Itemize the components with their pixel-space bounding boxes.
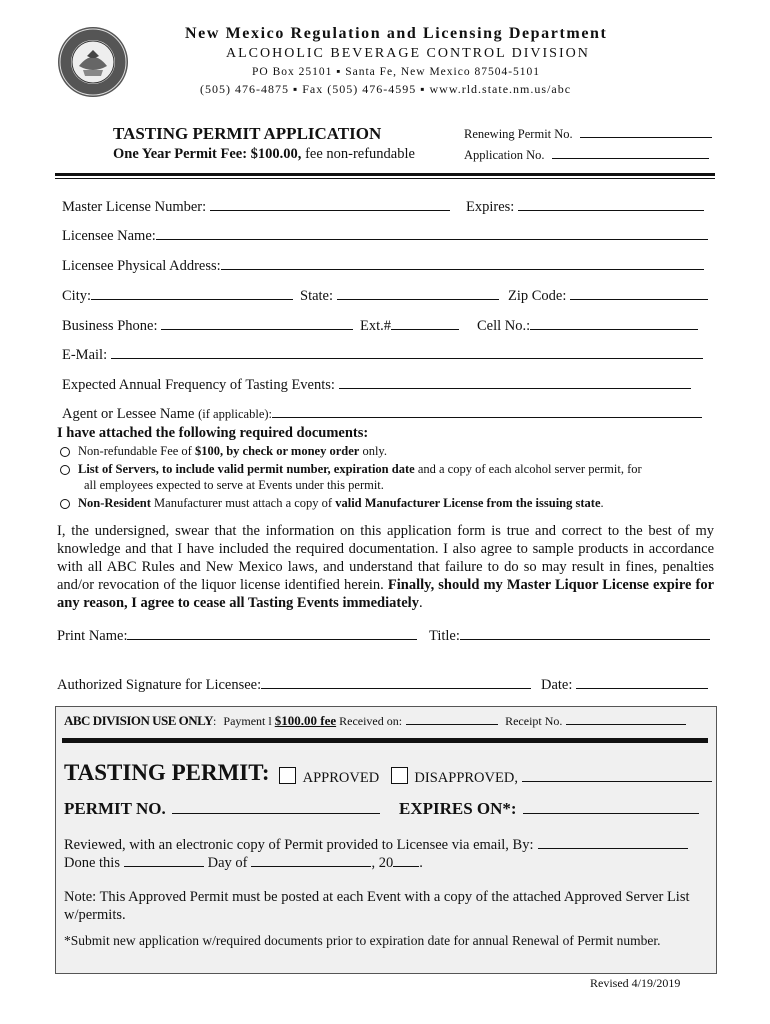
bullet-text: only.: [359, 444, 387, 458]
expires-on-label: EXPIRES ON*:: [399, 799, 517, 818]
done-this-field[interactable]: Done this Day of , 20 .: [64, 855, 423, 871]
zip-label: Zip Code:: [508, 288, 567, 304]
bullet-circle-icon: [60, 499, 70, 509]
office-use-label: ABC DIVISION USE ONLY: [64, 713, 214, 728]
approval-options: [279, 767, 712, 787]
title-label: Title:: [429, 628, 460, 644]
state-label: State:: [300, 288, 334, 304]
expires-label: Expires:: [466, 199, 515, 215]
office-divider: [62, 738, 708, 743]
date-label: Date:: [541, 677, 573, 693]
attestation-bold-text: Finally, should my Master Liquor License expire for any reason, I agree to cease all Tasting Events immediately: [57, 577, 715, 611]
physical-address-label: Licensee Physical Address:: [62, 258, 221, 274]
bullet-circle-icon: [60, 447, 70, 457]
agent-field[interactable]: [62, 406, 702, 423]
required-item-manufacturer: [60, 496, 604, 511]
date-field[interactable]: [541, 677, 708, 694]
fee-amount: One Year Permit Fee: $100.00,: [113, 146, 302, 162]
ext-field[interactable]: [360, 318, 459, 335]
attestation-statement: I, the undersigned, swear that the information on this application form is true and correct to the best of my knowledge and that I have included the required documentation. I also agree to sample products in accordance with all ABC Rules and New Mexico laws, and understand that failure to do so may result in fines, penalties and/or revocation of the liquor license identified herein. Finally, should my Master Liquor License expire for any reason, I agree to cease all Tasting Events immediately.: [57, 523, 715, 611]
cell-field[interactable]: [477, 318, 698, 335]
signature-label: Authorized Signature for Licensee:: [57, 677, 262, 693]
division-address: PO Box 25101 ▪ Santa Fe, New Mexico 87504-5101: [252, 66, 541, 78]
bullet-text-bold: $100, by check or money order: [194, 444, 360, 458]
renewal-note: *Submit new application w/required documents prior to expiration date for annual Renewal of Permit number.: [64, 933, 661, 948]
licensee-name-field[interactable]: [62, 228, 708, 245]
posting-note: Note: This Approved Permit must be posted at each Event with a copy of the attached Approved Server List w/permits.: [64, 889, 690, 923]
email-label: E-Mail:: [62, 347, 108, 363]
bullet-circle-icon: [60, 465, 70, 475]
application-no-field[interactable]: [464, 148, 709, 163]
fee-note: fee non-refundable: [301, 146, 415, 162]
bullet-text: Non-refundable Fee of: [78, 444, 195, 458]
state-seal-logo: [57, 26, 129, 98]
bullet-text: .: [600, 496, 604, 510]
required-item-fee: [60, 444, 387, 459]
bullet-text-bold: Non-Resident: [78, 496, 151, 510]
print-name-label: Print Name:: [57, 628, 128, 644]
permit-no-label: PERMIT NO.: [64, 799, 166, 818]
approved-label: APPROVED: [302, 770, 380, 786]
expires-on-field[interactable]: [399, 799, 699, 819]
required-item-servers-cont: [84, 478, 384, 493]
business-phone-field[interactable]: [62, 318, 353, 335]
bullet-text: and a copy of each alcohol server permit, for: [414, 462, 642, 476]
tasting-permit-heading: TASTING PERMIT:: [64, 760, 270, 785]
city-field[interactable]: [62, 288, 293, 305]
licensee-name-label: Licensee Name:: [62, 228, 156, 244]
zip-field[interactable]: [508, 288, 708, 305]
frequency-label: Expected Annual Frequency of Tasting Events:: [62, 377, 335, 393]
permit-no-field[interactable]: [64, 799, 380, 819]
signature-field[interactable]: [57, 677, 531, 694]
business-phone-label: Business Phone:: [62, 318, 158, 334]
state-field[interactable]: [300, 288, 499, 305]
email-field[interactable]: [62, 347, 703, 364]
permit-fee: [113, 146, 415, 163]
day-of-label: Day of: [207, 855, 248, 871]
received-on-label: Received on:: [339, 714, 403, 728]
revision-date: Revised 4/19/2019: [590, 976, 681, 990]
disapproved-checkbox[interactable]: [391, 767, 408, 784]
department-name: New Mexico Regulation and Licensing Department: [185, 25, 608, 42]
application-no-label: Application No.: [464, 148, 545, 162]
disapproved-label: DISAPPROVED,: [414, 770, 518, 786]
reviewed-field[interactable]: [64, 837, 688, 854]
city-label: City:: [62, 288, 92, 304]
frequency-field[interactable]: [62, 377, 691, 394]
form-title: TASTING PERMIT APPLICATION: [113, 124, 382, 143]
required-docs-heading: I have attached the following required documents:: [57, 425, 369, 441]
master-license-field[interactable]: [62, 199, 450, 216]
title-field[interactable]: [429, 628, 710, 645]
division-name: ALCOHOLIC BEVERAGE CONTROL DIVISION: [226, 46, 590, 61]
office-use-header: ABC DIVISION USE ONLY: Payment l $100.00 fee Received on: Receipt No.: [64, 713, 686, 729]
physical-address-field[interactable]: [62, 258, 704, 275]
header-divider-thin: [55, 178, 715, 179]
done-this-label: Done this: [64, 855, 120, 871]
approved-checkbox[interactable]: [279, 767, 296, 784]
header-divider: [55, 173, 715, 176]
reviewed-label: Reviewed, with an electronic copy of Permit provided to Licensee via email, By:: [64, 837, 534, 853]
required-item-servers: [60, 462, 642, 477]
print-name-field[interactable]: [57, 628, 417, 645]
division-contact: (505) 476-4875 ▪ Fax (505) 476-4595 ▪ www.rld.state.nm.us/abc: [200, 82, 572, 96]
year-label: , 20: [371, 855, 394, 871]
agent-note: (if applicable):: [198, 407, 273, 421]
agent-label: Agent or Lessee Name: [62, 406, 195, 422]
renewing-permit-label: Renewing Permit No.: [464, 127, 573, 141]
bullet-text-bold: valid Manufacturer License from the issuing state: [335, 496, 601, 510]
renewing-permit-field[interactable]: [464, 127, 712, 142]
bullet-text-bold: List of Servers, to include valid permit number, expiration date: [78, 462, 415, 476]
bullet-text: Manufacturer must attach a copy of: [150, 496, 336, 510]
expires-field[interactable]: [466, 199, 704, 216]
attestation-text: I, the undersigned, swear that the information on this application form is true and correct to the best of my knowledge and that I have included the required documentation. I also agree to sample products in accordance with all ABC Rules and New Mexico laws, and understand that failure to do so may result in fines, penalties and/or revocation of the liquor license identified herein.: [57, 523, 714, 593]
payment-label: Payment: [223, 714, 266, 728]
cell-label: Cell No.:: [477, 318, 531, 334]
ext-label: Ext.#: [360, 318, 392, 334]
receipt-no-label: Receipt No.: [505, 714, 563, 728]
payment-amount: $100.00 fee: [274, 713, 337, 728]
master-license-label: Master License Number:: [62, 199, 207, 215]
bullet-text: all employees expected to serve at Events under this permit.: [84, 478, 384, 492]
